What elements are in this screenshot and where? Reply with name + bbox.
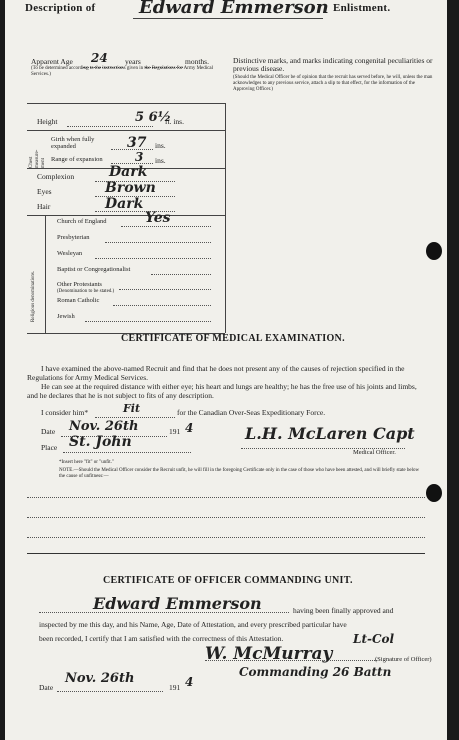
consider-suffix: for the Canadian Over-Seas Expeditionary Force. (177, 408, 326, 417)
co-line-1: having been finally approved and (293, 606, 394, 615)
apparent-age-label: Apparent Age (31, 57, 73, 66)
co-signature-label: (Signature of Officer) (375, 656, 432, 663)
co-rank: Lt-Col (353, 632, 395, 646)
medical-year-value: 4 (185, 421, 194, 435)
apparent-age-value: 24 (91, 51, 108, 65)
girth-label: Girth when fully expanded (51, 136, 95, 150)
co-date-value: Nov. 26th (65, 671, 135, 686)
religion-item: Church of England (57, 218, 107, 225)
attestation-form (5, 0, 447, 740)
co-year-value: 4 (185, 675, 194, 689)
insert-note: *Insert here "fit" or "unfit." (59, 460, 114, 465)
range-value: 3 (135, 150, 144, 164)
age-note: (To be determined according to the instructions given in the Regulations for Army Medical Services.) (31, 66, 213, 77)
co-line-3: been recorded, I certify that I am satisfied with the correctness of this Attestation. (39, 634, 284, 643)
distinctive-marks-text: Distinctive marks, and marks indicating congenital peculiarities or previous disease. (233, 56, 433, 73)
months-label: months. (185, 57, 209, 66)
religion-item: Jewish (57, 313, 75, 320)
punch-hole (426, 484, 442, 502)
place-label: Place (41, 443, 58, 452)
place-value: St. John (69, 434, 132, 450)
co-recruit-name: Edward Emmerson (93, 594, 262, 613)
height-unit: ft. ins. (165, 117, 184, 126)
medical-para-1: I have examined the above-named Recruit and find that he does not present any of the causes of rejection specified in the Regulations for Army Medical Services. (27, 364, 405, 382)
complexion-label: Complexion (37, 172, 75, 181)
other-note: (Denomination to be stated.) (57, 289, 115, 294)
religion-item: Other Protestants (57, 281, 102, 288)
medical-officer-signature: L.H. McLaren Capt (245, 424, 415, 443)
eyes-value: Brown (105, 180, 156, 196)
eyes-label: Eyes (37, 187, 52, 196)
co-signature: W. McMurray (205, 644, 333, 664)
height-value: 5 6½ (135, 110, 172, 125)
recruit-name: Edward Emmerson (139, 0, 329, 18)
medical-note: NOTE.—Should the Medical Officer consider the Recruit unfit, he will fill in the foregoing Certificate only in the case of those who have been attested, and will briefly state below the cause of unfitness:— (59, 468, 420, 479)
co-year-label: 191 (169, 683, 181, 692)
range-label: Range of expansion (51, 156, 103, 163)
medical-date-value: Nov. 26th (69, 419, 139, 434)
title-prefix: Description of (25, 2, 96, 14)
age-unit: years (125, 57, 141, 66)
co-date-label: Date (39, 683, 54, 692)
religion-item: Baptist or Congregationalist (57, 266, 131, 273)
co-command: Commanding 26 Battn (239, 665, 392, 679)
distinctive-marks-note: (Should the Medical Officer be of opinion that the recruit has served before, he will, unless the man acknowledges to any previous service, attach a slip to that effect, for the information of the Approving Officer.) (233, 75, 433, 92)
religion-side-label: Religious denominations. (31, 270, 36, 322)
medical-officer-label: Medical Officer. (353, 449, 396, 456)
punch-hole (426, 242, 442, 260)
hair-value: Dark (105, 196, 144, 212)
girth-value: 37 (127, 135, 147, 151)
hair-label: Hair (37, 202, 51, 211)
girth-unit: ins. (155, 141, 166, 150)
religion-item: Roman Catholic (57, 297, 100, 304)
title-suffix: Enlistment. (333, 2, 391, 14)
height-label: Height (37, 117, 58, 126)
religion-item: Presbyterian (57, 234, 90, 241)
fitness-value: Fit (123, 402, 141, 415)
range-unit: ins. (155, 156, 166, 165)
religion-mark: Yes (145, 210, 171, 226)
medical-title: CERTIFICATE OF MEDICAL EXAMINATION. (121, 333, 345, 344)
co-line-2: inspected by me this day, and his Name, Age, Date of Attestation, and every prescribed particular have (39, 620, 347, 629)
medical-date-label: Date (41, 427, 56, 436)
complexion-value: Dark (109, 164, 148, 180)
religion-item: Wesleyan (57, 250, 83, 257)
chest-side-label: Chest measure-ment (29, 149, 46, 168)
commanding-title: CERTIFICATE OF OFFICER COMMANDING UNIT. (103, 575, 353, 586)
medical-para-2: He can see at the required distance with either eye; his heart and lungs are healthy; he has the free use of his joints and limbs, and he declares that he is not subject to fits of any description. (27, 382, 417, 400)
medical-year-label: 191 (169, 427, 181, 436)
consider-prefix: I consider him* (41, 408, 89, 417)
